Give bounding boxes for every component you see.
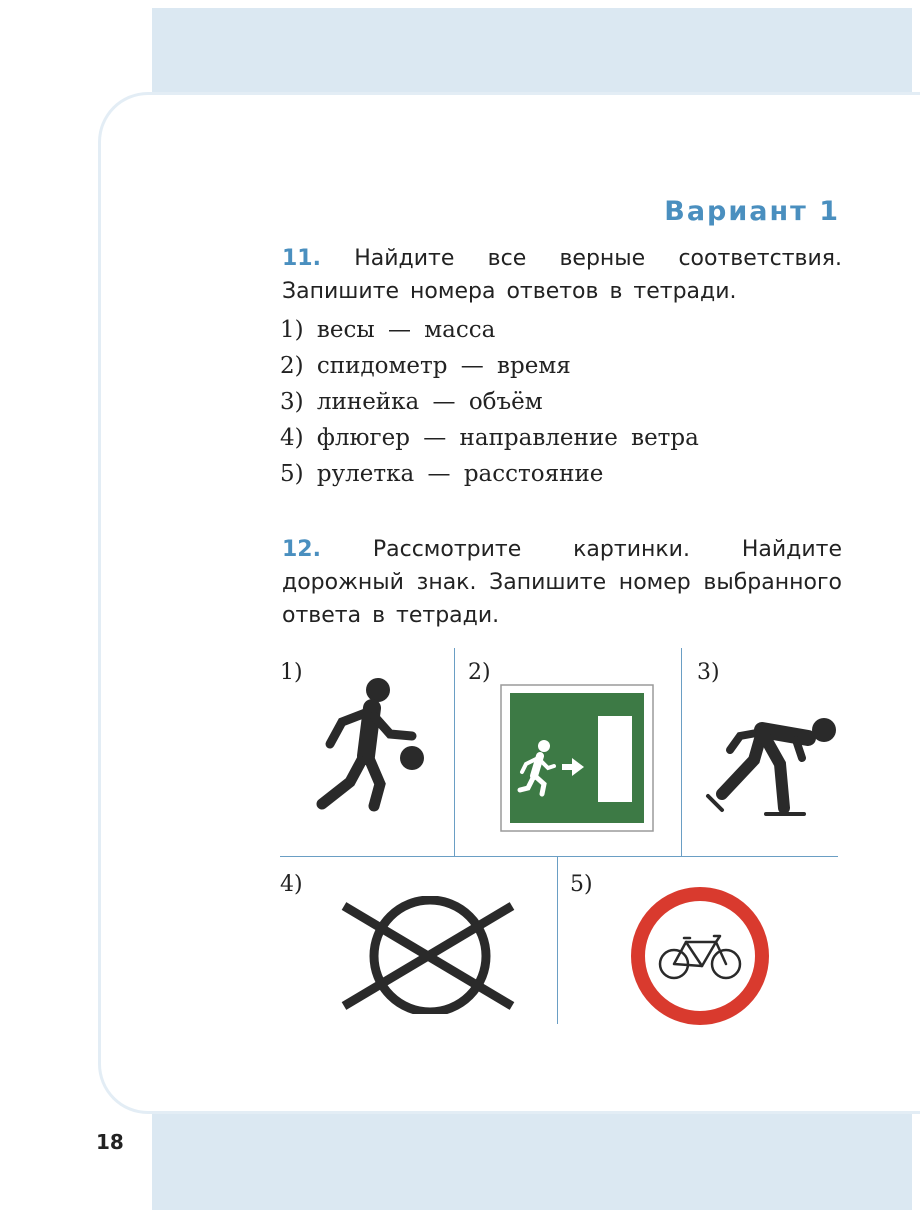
task-12-text: [282, 533, 842, 632]
answer-item: 1) весы — масса: [280, 317, 496, 343]
answer-item: 5) рулетка — расстояние: [280, 461, 604, 487]
emergency-exit-sign-icon: [500, 684, 654, 832]
grid-divider: [454, 648, 455, 856]
answer-item: 4) флюгер — направление ветра: [280, 425, 699, 451]
task-11-answers: [280, 312, 699, 492]
answer-item: 3) линейка — объём: [280, 389, 543, 415]
option-label-3: 3): [697, 660, 720, 685]
task-12-question: Рассмотрите картинки. Найдите дорожный знак. Запишите номер выбранного ответа в тетради.: [282, 537, 843, 628]
grid-divider: [280, 856, 838, 857]
option-label-1: 1): [280, 660, 303, 685]
task-12-number: 12.: [282, 537, 321, 562]
task-11-number: 11.: [282, 246, 321, 271]
option-label-5: 5): [570, 872, 593, 897]
task-11-question: Найдите все верные соответствия. Запишите номера ответов в тетради.: [282, 246, 842, 304]
crossed-circle-icon: [340, 896, 520, 1014]
grid-divider: [557, 856, 558, 1024]
no-bicycles-sign-icon: [628, 886, 772, 1026]
task-11-text: [282, 242, 842, 308]
variant-title: Вариант 1: [664, 196, 840, 227]
answer-item: 2) спидометр — время: [280, 353, 571, 379]
page-number: 18: [96, 1130, 124, 1154]
speed-skater-icon: [700, 710, 842, 820]
option-label-2: 2): [468, 660, 491, 685]
basketball-player-icon: [312, 672, 442, 822]
grid-divider: [681, 648, 682, 856]
option-label-4: 4): [280, 872, 303, 897]
